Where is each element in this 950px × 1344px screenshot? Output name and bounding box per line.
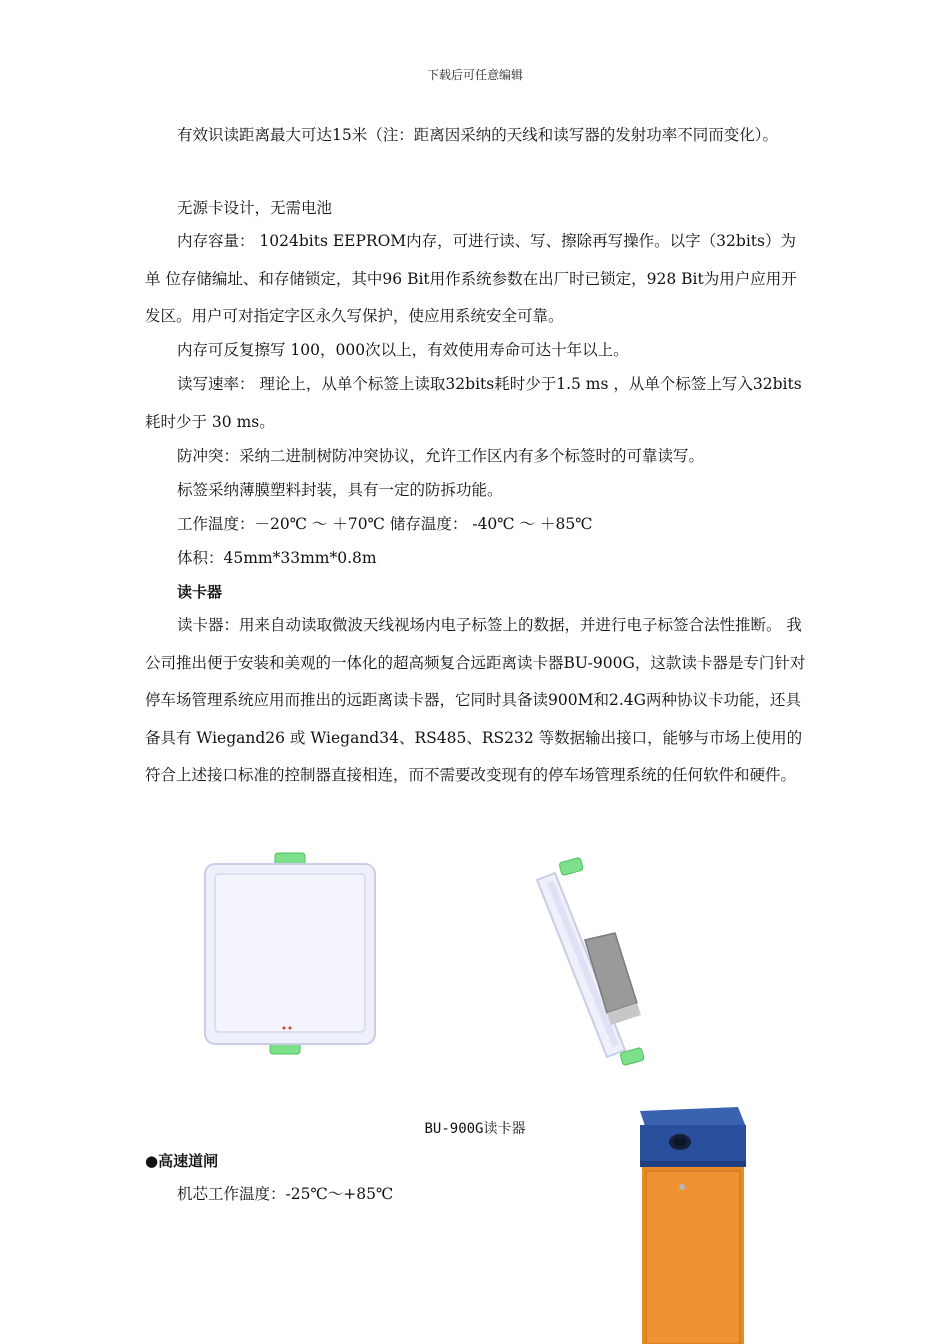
paragraph-card-reader-description: 读卡器：用来自动读取微波天线视场内电子标签上的数据，并进行电子标签合法性推断。 我公司推出便于安装和美观的一体化的超高频复合远距离读卡器BU-900G，这款读卡器是专门针对停车场管理系统应用而推出的远距离读卡器，它同时具备读900M和2.4G两种协议卡功能，还具备具有 Wiegand26 或 Wiegand34、RS485、RS232 等数据输出接口，能够与市场上使用的符合上述接口标准的控制器直接相连，而不需要改变现有的停车场管理系统的任何软件和硬件。: [145, 616, 806, 784]
paragraph-dimensions: 体积：45mm*33mm*0.8m: [177, 549, 377, 567]
heading-card-reader: 读卡器: [177, 583, 223, 601]
paragraph-packaging: 标签采纳薄膜塑料封装，具有一定的防拆功能。: [177, 481, 503, 499]
figure-caption: BU-900G读卡器: [424, 1121, 526, 1137]
page-header: 下载后可任意编辑: [426, 68, 523, 82]
paragraph-anti-collision: 防冲突：采纳二进制树防冲突协议，允许工作区内有多个标签时的可靠读写。: [177, 447, 705, 465]
paragraph-mechanism-temperature: 机芯工作温度：-25℃～+85℃: [177, 1185, 394, 1203]
paragraph-read-distance: 有效识读距离最大可达15米（注：距离因采纳的天线和读写器的发射功率不同而变化）。: [177, 126, 778, 144]
reader-side-image: [525, 855, 660, 1075]
heading-high-speed-gate: ●高速道闸: [145, 1152, 219, 1170]
paragraph-read-write-speed: 读写速率： 理论上，从单个标签上读取32bits耗时少于1.5 ms ，从单个标签上写入32bits 耗时少于 30 ms。: [145, 375, 802, 431]
paragraph-memory-capacity: 内存容量： 1024bits EEPROM内存，可进行读、写、擦除再写操作。以字（32bits）为单 位存储编址、和存储锁定，其中96 Bit用作系统参数在出厂时已锁定，928 Bit为用户应用开发区。用户可对指定字区永久写保护，使应用系统安全可靠。: [145, 232, 797, 325]
reader-front-image: [195, 850, 385, 1060]
barrier-gate-image: [630, 1105, 755, 1344]
paragraph-passive-card: 无源卡设计，无需电池: [177, 199, 333, 217]
paragraph-temperature: 工作温度：－20℃ ～ ＋70℃ 储存温度： -40℃ ～ ＋85℃: [177, 515, 593, 533]
paragraph-rewrite-cycles: 内存可反复擦写 100，000次以上，有效使用寿命可达十年以上。: [177, 341, 629, 359]
